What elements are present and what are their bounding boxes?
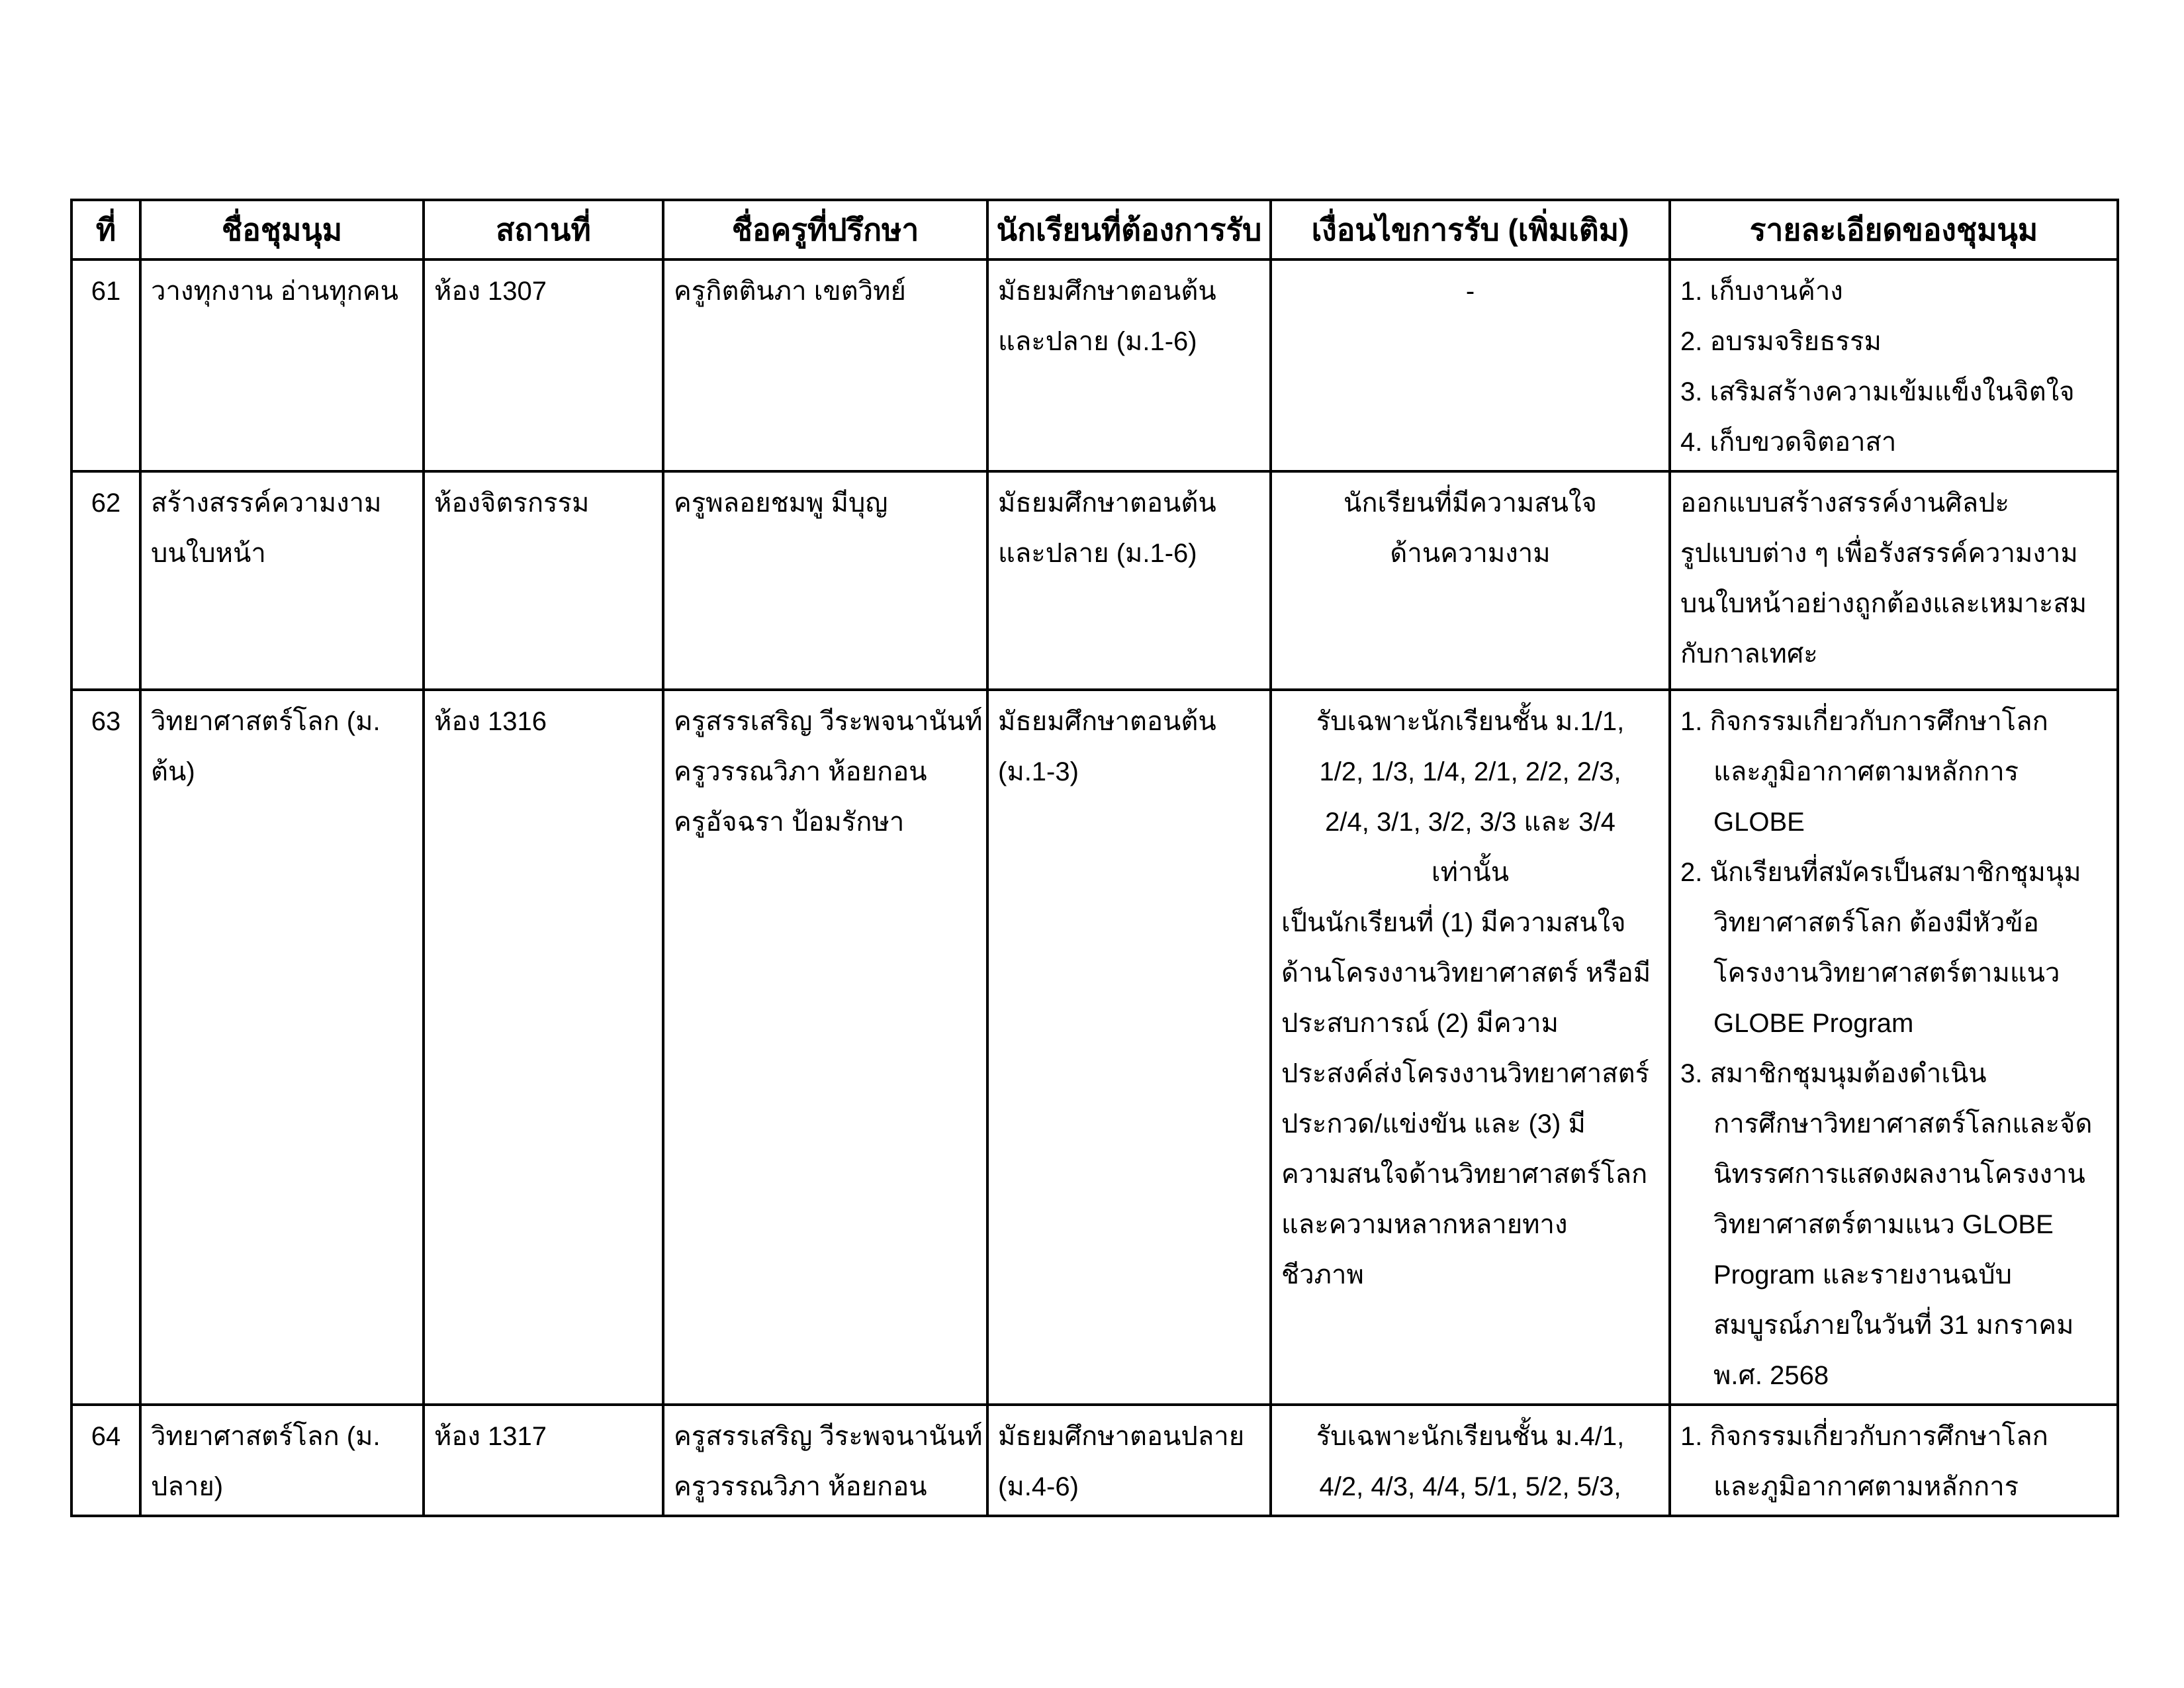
advisor-name: ครูกิตตินภา เขตวิทย์ — [674, 277, 906, 306]
table-row — [71, 690, 2118, 1405]
cell-details: 1. กิจกรรมเกี่ยวกับการศึกษาโลก และภูมิอากาศตามหลักการ — [1670, 1405, 2118, 1516]
location: ห้องจิตรกรรม — [434, 489, 590, 518]
cell-no — [71, 471, 140, 690]
col-header-students: นักเรียนที่ต้องการรับ — [987, 200, 1271, 259]
table-row — [71, 259, 2118, 471]
cell-club-name: วิทยาศาสตร์โลก (ม. ต้น) — [140, 690, 424, 1405]
col-header-location: สถานที่ — [424, 200, 663, 259]
advisor-name: ครูสรรเสริญ วีระพจนานันท์ — [674, 1422, 983, 1451]
col-header-conditions: เงื่อนไขการรับ (เพิ่มเติม) — [1271, 200, 1670, 259]
cell-no — [71, 259, 140, 471]
cell-details: 1. เก็บงานค้าง 2. อบรมจริยธรรม 3. เสริมสร้างความเข้มแข็งในจิตใจ 4. เก็บขวดจิตอาสา — [1670, 259, 2118, 471]
cell-details: ออกแบบสร้างสรรค์งานศิลปะ รูปแบบต่าง ๆ เพื่อรังสรรค์ความงาม บนใบหน้าอย่างถูกต้องและเหมาะสม กับกาลเทศะ — [1670, 471, 2118, 690]
club-name: สร้างสรรค์ความงาม — [151, 489, 382, 518]
cell-conditions: รับเฉพาะนักเรียนชั้น ม.4/1, 4/2, 4/3, 4/4, 5/1, 5/2, 5/3, — [1271, 1405, 1670, 1516]
row-number: 63 — [91, 707, 121, 736]
col-header-details: รายละเอียดของชุมนุม — [1670, 200, 2118, 259]
cell-club-name: สร้างสรรค์ความงาม บนใบหน้า — [140, 471, 424, 690]
cell-club-name — [140, 259, 424, 471]
advisor-name: ครูสรรเสริญ วีระพจนานันท์ — [674, 707, 983, 736]
location: ห้อง 1316 — [434, 707, 547, 736]
col-header-advisor: ชื่อครูที่ปรึกษา — [663, 200, 987, 259]
advisor-name: ครูวรรณวิภา ห้อยกอน — [674, 757, 927, 786]
cell-location — [424, 690, 663, 1405]
table-row — [71, 471, 2118, 690]
row-number: 62 — [91, 489, 121, 518]
table-header-row — [71, 200, 2118, 259]
cell-conditions: - — [1271, 259, 1670, 471]
cell-students: มัธยมศึกษาตอนต้น และปลาย (ม.1-6) — [987, 471, 1271, 690]
cell-advisor — [663, 471, 987, 690]
club-name: วิทยาศาสตร์โลก (ม. — [151, 1422, 381, 1451]
cell-conditions: นักเรียนที่มีความสนใจ ด้านความงาม — [1271, 471, 1670, 690]
cell-no — [71, 1405, 140, 1516]
cell-advisor — [663, 259, 987, 471]
row-number: 64 — [91, 1422, 121, 1451]
col-header-no: ที่ — [71, 200, 140, 259]
cell-advisor — [663, 1405, 987, 1516]
row-number: 61 — [91, 277, 121, 306]
col-header-club-name: ชื่อชุมนุม — [140, 200, 424, 259]
cell-details: 1. กิจกรรมเกี่ยวกับการศึกษาโลก และภูมิอากาศตามหลักการ GLOBE 2. นักเรียนที่สมัครเป็นสมาชิกชุมนุม วิทยาศาสตร์โลก ต้องมีหัวข้อ โครงงานวิทยาศาสตร์ตามแนว GLOBE Program 3. สมาชิกชุมนุมต้องดำเนิน การศึกษาวิทยาศาสตร์โลกและจัด นิทรรศการแสดงผลงานโครงงาน วิทยาศาสตร์ตามแนว GLOBE Program และรายงานฉบับ สมบูรณ์ภายในวันที่ 31 มกราคม พ.ศ. 2568 — [1670, 690, 2118, 1405]
advisor-name: ครูอัจฉรา ป้อมรักษา — [674, 808, 905, 837]
table-row — [71, 1405, 2118, 1516]
cell-students: มัธยมศึกษาตอนต้น (ม.1-3) — [987, 690, 1271, 1405]
cell-students: มัธยมศึกษาตอนปลาย (ม.4-6) — [987, 1405, 1271, 1516]
advisor-name: ครูพลอยชมพู มีบุญ — [674, 489, 888, 518]
location: ห้อง 1317 — [434, 1422, 547, 1451]
cell-location — [424, 471, 663, 690]
cell-club-name: วิทยาศาสตร์โลก (ม. ปลาย) — [140, 1405, 424, 1516]
cell-location — [424, 1405, 663, 1516]
advisor-name: ครูวรรณวิภา ห้อยกอน — [674, 1472, 927, 1501]
cell-no — [71, 690, 140, 1405]
cell-students: มัธยมศึกษาตอนต้น และปลาย (ม.1-6) — [987, 259, 1271, 471]
cell-advisor — [663, 690, 987, 1405]
club-table — [70, 199, 2119, 1517]
location: ห้อง 1307 — [434, 277, 547, 306]
club-name: วิทยาศาสตร์โลก (ม. — [151, 707, 381, 736]
club-name: วางทุกงาน อ่านทุกคน — [151, 277, 399, 306]
cell-conditions: รับเฉพาะนักเรียนชั้น ม.1/1, 1/2, 1/3, 1/4, 2/1, 2/2, 2/3, 2/4, 3/1, 3/2, 3/3 และ 3/4 เท่านั้น เป็นนักเรียนที่ (1) มีความสนใจ ด้านโครงงานวิทยาศาสตร์ หรือมี ประสบการณ์ (2) มีความ ประสงค์ส่งโครงงานวิทยาศาสตร์ ประกวด/แข่งขัน และ (3) มี ความสนใจด้านวิทยาศาสตร์โลก และความหลากหลายทาง ชีวภาพ — [1271, 690, 1670, 1405]
cell-location — [424, 259, 663, 471]
